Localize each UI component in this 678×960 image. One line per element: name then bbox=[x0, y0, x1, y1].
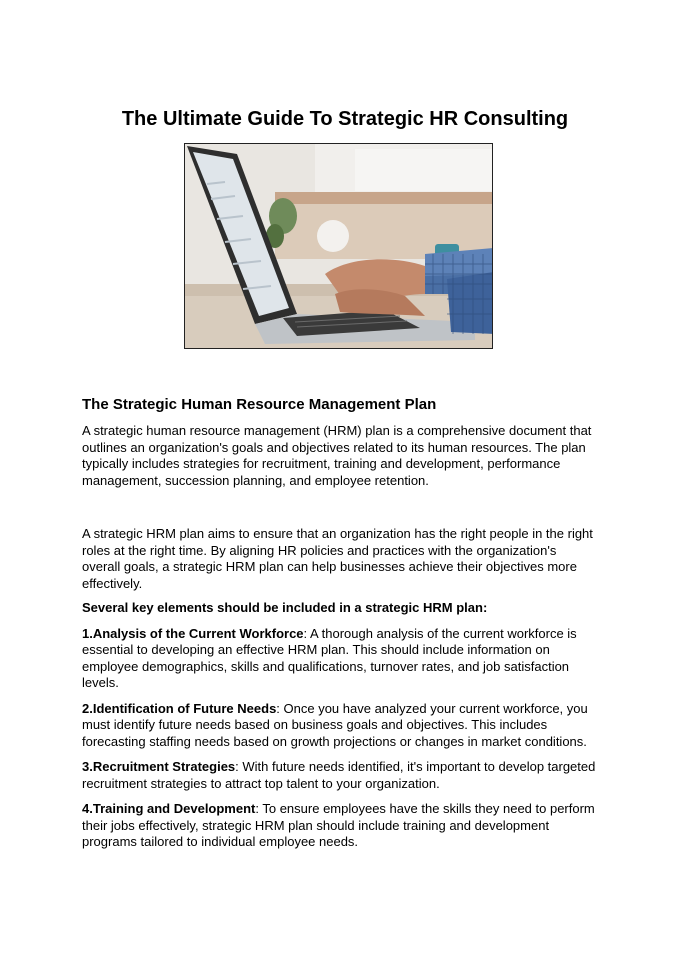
key-elements-heading: Several key elements should be included in a strategic HRM plan: bbox=[82, 600, 488, 615]
section-heading: The Strategic Human Resource Management Plan bbox=[82, 396, 437, 413]
list-item bbox=[82, 701, 597, 751]
list-item-text: : To ensure employees have the skills they need to perform their jobs effectively, strategic HRM plan should include training and development programs tailored to individual employee needs. bbox=[82, 801, 595, 849]
intro-paragraph: A strategic human resource management (HRM) plan is a comprehensive document that outlines an organization's goals and objectives related to its human resources. The plan typically includes strategies for recruitment, training and development, performance management, succession planning, and employee retention. bbox=[82, 423, 592, 488]
article-body bbox=[82, 395, 597, 860]
list-item-lead: 2.Identification of Future Needs bbox=[82, 700, 277, 716]
list-item bbox=[82, 759, 597, 792]
laptop-typing-icon bbox=[185, 144, 493, 349]
list-item bbox=[82, 626, 597, 692]
list-item-text: : Once you have analyzed your current workforce, you must identify future needs based on business goals and objectives. This includes forecasting staffing needs based on growth projections or changes in market conditions. bbox=[82, 700, 588, 749]
list-item-text: : With future needs identified, it's important to develop targeted recruitment strategies to attract top talent to your organization. bbox=[82, 759, 596, 791]
page-title: The Ultimate Guide To Strategic HR Consulting bbox=[121, 108, 569, 130]
hero-image bbox=[184, 143, 493, 349]
list-item-lead: 1.Analysis of the Current Workforce bbox=[82, 625, 304, 641]
list-item-text: : A thorough analysis of the current workforce is essential to developing an effective HRM plan. This should include information on employee demographics, skills and qualifications, turnover rates, and job satisfaction levels. bbox=[82, 625, 577, 690]
aim-paragraph: A strategic HRM plan aims to ensure that an organization has the right people in the right roles at the right time. By aligning HR policies and practices with the organization's overall goals, a strategic HRM plan can help businesses achieve their objectives more effectively. bbox=[82, 526, 593, 591]
list-item bbox=[82, 801, 597, 851]
list-item-lead: 4.Training and Development bbox=[82, 801, 256, 816]
list-item-lead: 3.Recruitment Strategies bbox=[82, 759, 236, 774]
